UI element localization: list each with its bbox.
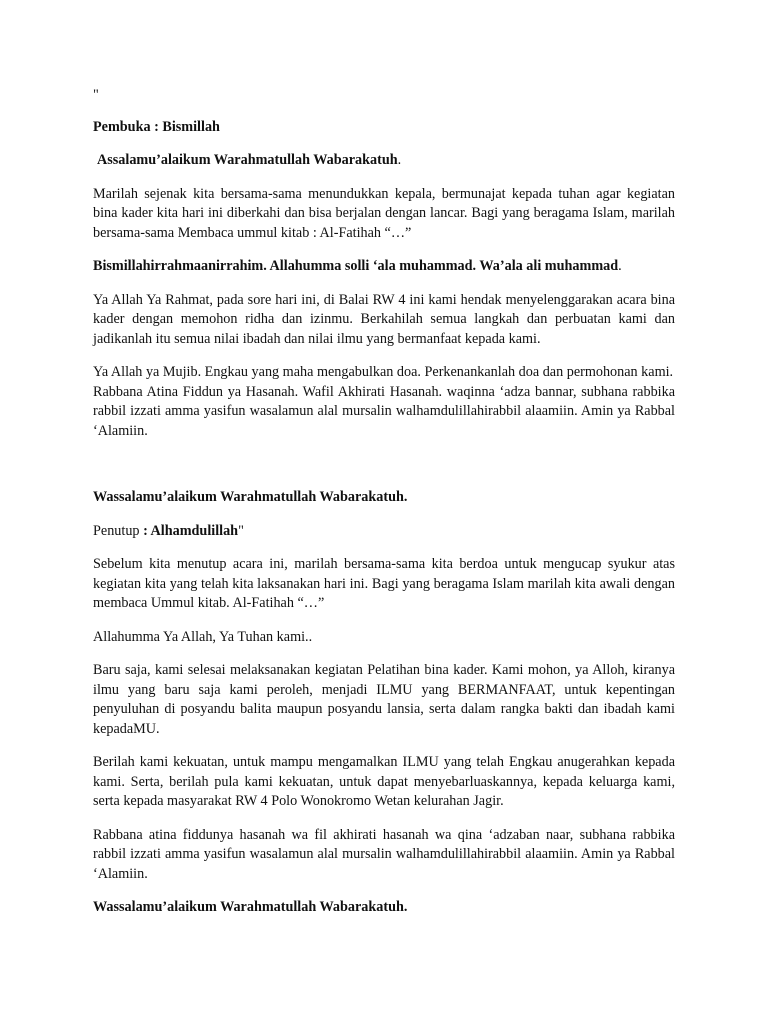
closing-heading — [93, 522, 675, 542]
opening-prayer-3: Rabbana Atina Fiddun ya Hasanah. Wafil Akhirati Hasanah. waqinna ‘adza bannar, subhana rabbika rabbil izzati amma yasifun wasalamun alal mursalin walhamdulillahirabbil alaamiin. Amin ya Rabbal ‘Alamiin. — [93, 383, 675, 439]
closing-prayer-3: Rabbana atina fiddunya hasanah wa fil akhirati hasanah wa qina ‘adzaban naar, subhana rabbika rabbil izzati amma yasifun wasalamun alal mursalin walhamdulillahirabbil alaamiin. Amin ya Rabbal ‘Alamiin. — [93, 826, 675, 882]
opening-bismillah-text: Bismillahirrahmaanirrahim. Allahumma solli ‘ala muhammad. Wa’ala ali muhammad — [93, 258, 619, 274]
closing-intro: Sebelum kita menutup acara ini, marilah bersama-sama kita berdoa untuk mengucap syukur atas kegiatan kita yang telah kita laksanakan hari ini. Bagi yang beragama Islam marilah kita awali dengan membaca Ummul kitab. Al-Fatihah “…” — [93, 556, 675, 611]
opening-heading-value: Bismillah — [162, 118, 220, 135]
closing-prayer-1: Baru saja, kami selesai melaksanakan kegiatan Pelatihan bina kader. Kami mohon, ya Alloh, kiranya ilmu yang baru saja kami peroleh, menjadi ILMU yang BERMANFAAT, untuk kepentingan penyuluhan di posyandu balita maupun posyandu lansia, serta dalam rangka bakti dan ibadah kami kepadaMU. — [93, 662, 675, 737]
opening-closing-greeting: Wassalamu’alaikum Warahmatullah Wabarakatuh. — [93, 489, 408, 505]
opening-bismillah-end: . — [618, 258, 622, 274]
opening-greeting — [93, 151, 675, 171]
closing-closing-greeting: Wassalamu’alaikum Warahmatullah Wabarakatuh. — [93, 899, 408, 915]
opening-bismillah — [93, 257, 675, 277]
opening-prayer-1: Ya Allah Ya Rahmat, pada sore hari ini, di Balai RW 4 ini kami hendak menyelenggarakan acara bina kader dengan memohon ridha dan izinmu. Berkahilah semua langkah dan perbuatan kami dan jadikanlah itu semua nilai ibadah dan nilai ilmu yang bermanfaat kepada kami. — [93, 291, 675, 347]
opening-prayer-2: Ya Allah ya Mujib. Engkau yang maha mengabulkan doa. Perkenankanlah doa dan permohonan kami. — [93, 364, 674, 380]
opening-greeting-text: Assalamu’alaikum Warahmatullah Wabarakatuh — [97, 152, 398, 168]
closing-prayer-2: Berilah kami kekuatan, untuk mampu mengamalkan ILMU yang telah Engkau anugerahkan kepada kami. Serta, berilah pula kami kekuatan, untuk dapat menyebarluaskannya, kepada keluarga kami, serta kepada masyarakat RW 4 Polo Wonokromo Wetan kelurahan Jagir. — [93, 754, 675, 809]
opening-quote-mark: " — [93, 87, 99, 103]
closing-heading-quote: " — [238, 522, 244, 539]
opening-heading — [93, 118, 675, 138]
closing-heading-label: Penutup — [93, 522, 144, 539]
document-page — [93, 86, 675, 932]
opening-intro: Marilah sejenak kita bersama-sama menundukkan kepala, bermunajat kepada tuhan agar kegiatan bina kader kita hari ini diberkahi dan bisa berjalan dengan lancar. Bagi yang beragama Islam, marilah bersama-sama Membaca ummul kitab : Al-Fatihah “…” — [93, 185, 675, 241]
opening-greeting-end: . — [397, 152, 402, 168]
closing-invocation: Allahumma Ya Allah, Ya Tuhan kami.. — [93, 628, 313, 645]
section-spacer — [93, 455, 675, 488]
opening-heading-label: Pembuka : — [93, 118, 163, 135]
closing-heading-value: : Alhamdulillah — [143, 522, 239, 539]
